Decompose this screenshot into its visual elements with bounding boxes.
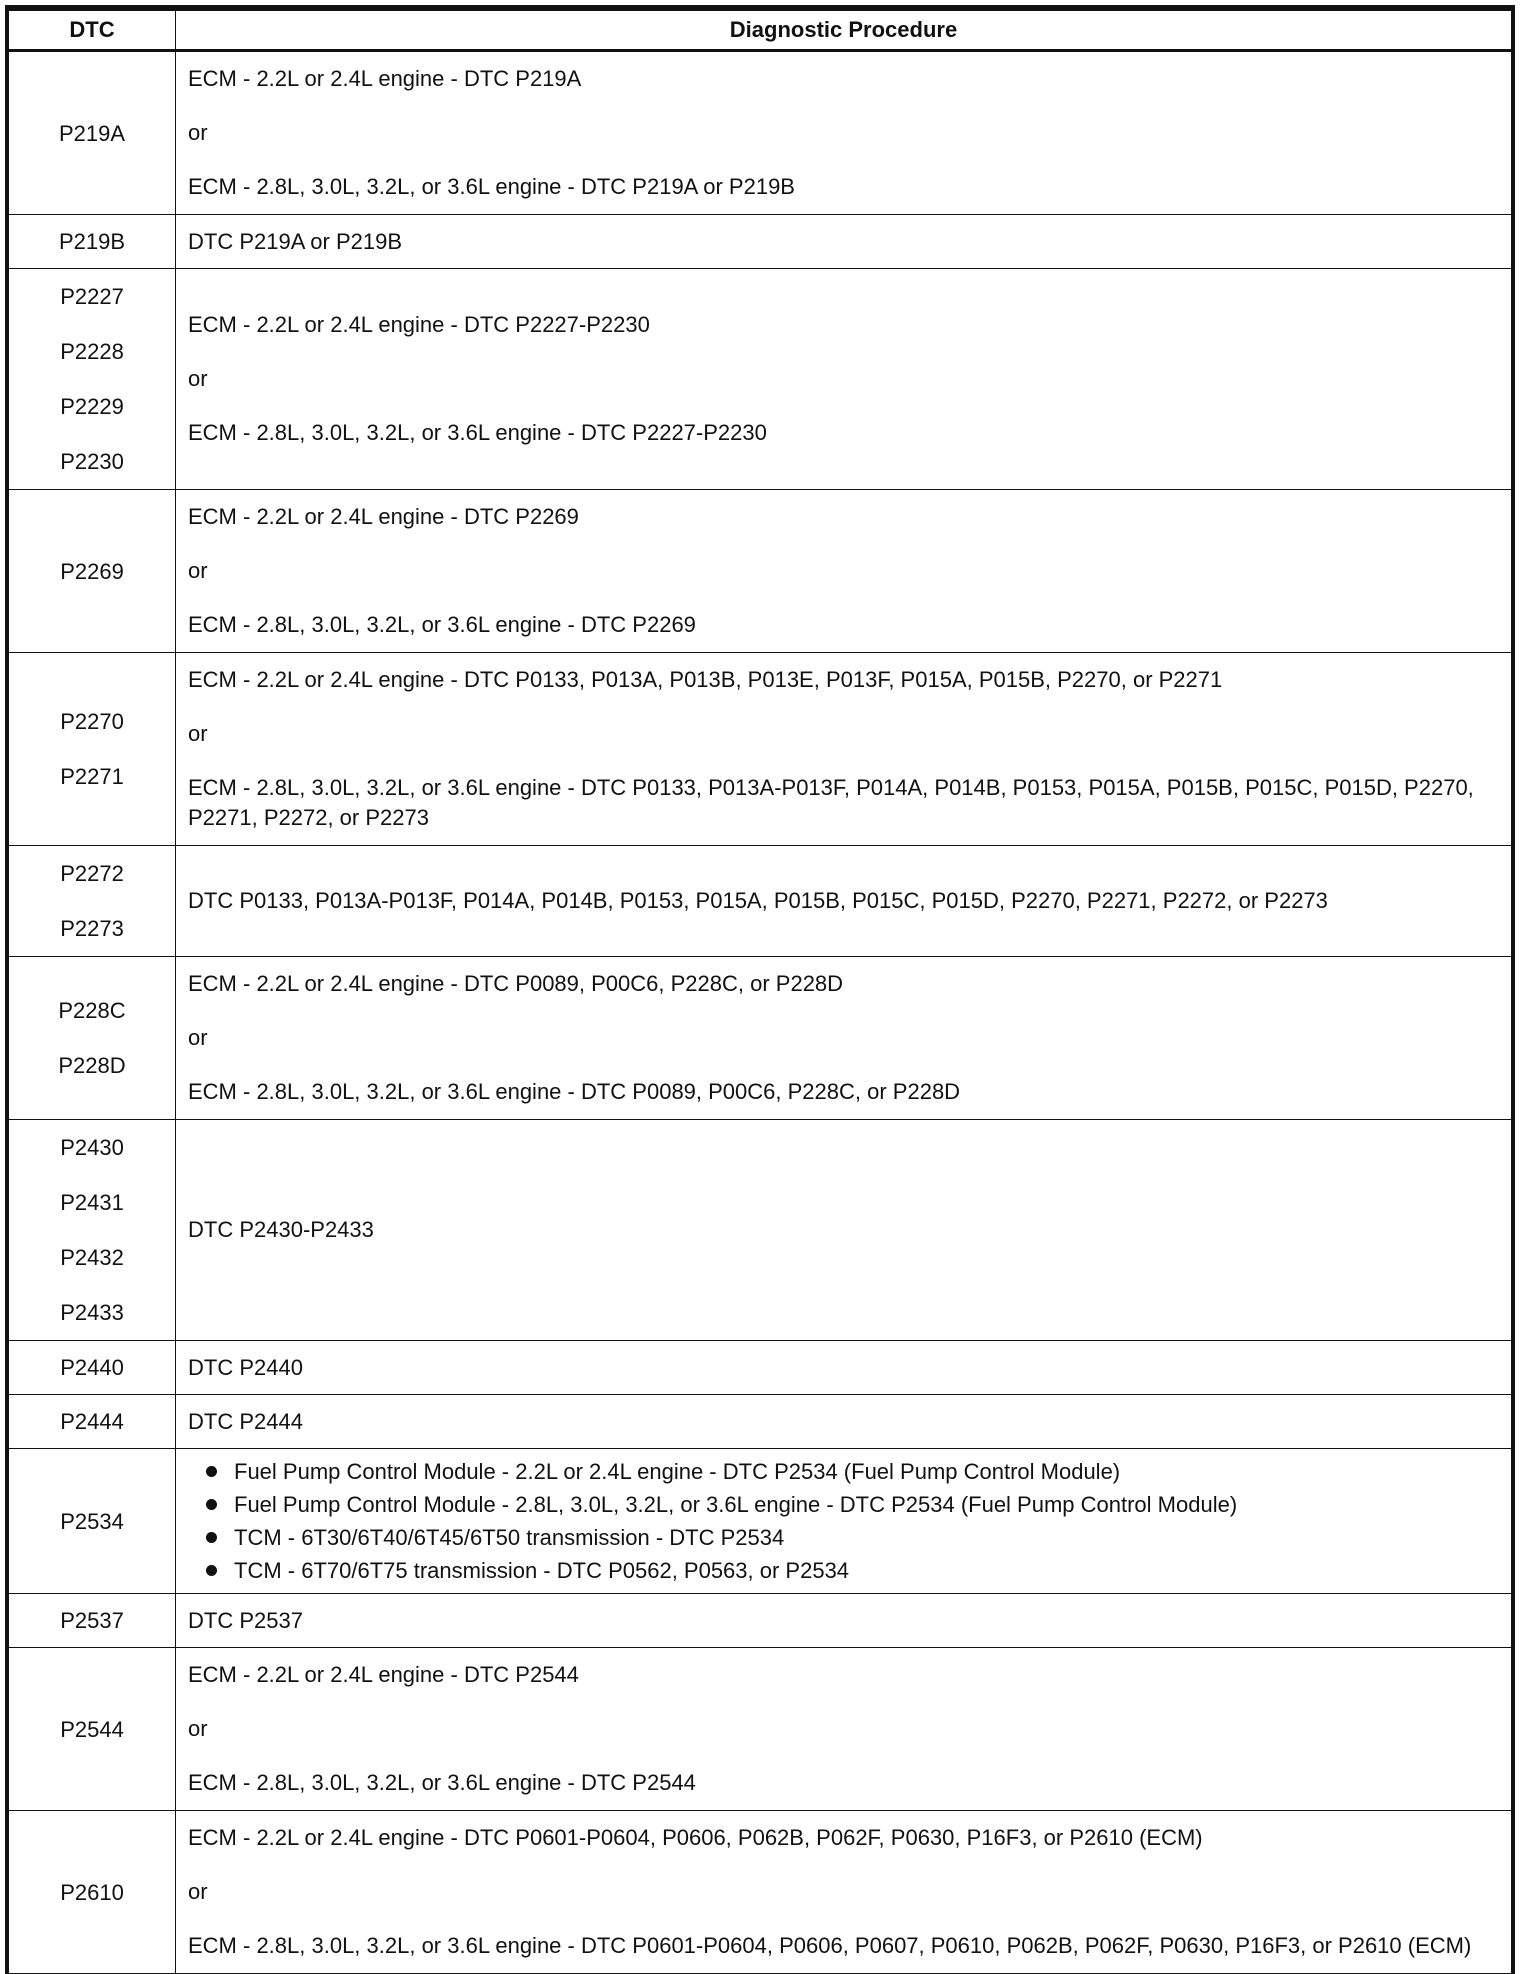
procedure-bullet-item [200,1554,1511,1587]
or-separator: or [188,120,208,145]
procedure-text: DTC P0133, P013A-P013F, P014A, P014B, P0153, P015A, P015B, P015C, P015D, P2270, P2271, P2272, or P2273 [188,888,1328,913]
bullet-icon [206,1565,217,1576]
dtc-cell [9,1395,176,1449]
dtc-cell [9,490,176,653]
dtc-cell [9,269,176,490]
or-separator: or [188,721,208,746]
table-row [9,1449,1512,1594]
procedure-bullet-list [182,1449,1511,1593]
dtc-cell [9,957,176,1120]
procedure-cell [176,1341,1512,1395]
dtc-cell [9,1120,176,1341]
dtc-code: P219A [58,120,126,146]
dtc-code: P2444 [60,1409,124,1434]
or-separator: or [188,366,208,391]
procedure-text: DTC P2440 [188,1355,303,1380]
or-separator: or [188,1716,208,1741]
table-row [9,1341,1512,1395]
dtc-cell [9,653,176,846]
or-separator: or [188,558,208,583]
table-row [9,51,1512,215]
table-row [9,957,1512,1120]
dtc-code: P2433 [60,1300,124,1325]
procedure-text: ECM - 2.2L or 2.4L engine - DTC P2269 [188,504,579,529]
procedure-text: ECM - 2.2L or 2.4L engine - DTC P0133, P013A, P013B, P013E, P013F, P015A, P015B, P2270, or P2271 [188,667,1223,692]
dtc-code: P2273 [60,916,124,941]
dtc-code: P2432 [60,1245,124,1270]
dtc-code: P2229 [60,394,124,419]
procedure-cell [176,1594,1512,1648]
procedure-cell [176,846,1512,957]
dtc-cell [9,1648,176,1811]
procedure-cell [176,653,1512,846]
dtc-code: P2537 [60,1608,124,1633]
procedure-bullet-item [200,1488,1511,1521]
or-separator: or [188,1879,208,1904]
procedure-bullet-text: TCM - 6T30/6T40/6T45/6T50 transmission - DTC P2534 [234,1525,785,1550]
table-row [9,1120,1512,1341]
dtc-table [8,8,1512,1974]
dtc-cell [9,51,176,215]
procedure-cell [176,51,1512,215]
procedure-text: ECM - 2.8L, 3.0L, 3.2L, or 3.6L engine - DTC P2269 [188,612,696,637]
dtc-code: P2269 [60,558,124,584]
dtc-code: P2227 [60,284,124,309]
procedure-cell [176,1395,1512,1449]
procedure-cell [176,1120,1512,1341]
dtc-cell [9,1811,176,1974]
table-row [9,1811,1512,1974]
table-row [9,1395,1512,1449]
table-row [9,269,1512,490]
procedure-text: DTC P2444 [188,1409,303,1434]
bullet-icon [206,1499,217,1510]
dtc-code: P228D [58,1053,126,1078]
procedure-text: ECM - 2.2L or 2.4L engine - DTC P0601-P0604, P0606, P062B, P062F, P0630, P16F3, or P2610 (ECM) [188,1825,1203,1850]
procedure-cell [176,957,1512,1120]
dtc-code: P2228 [60,339,124,364]
procedure-text: ECM - 2.2L or 2.4L engine - DTC P219A [188,66,582,91]
procedure-cell [176,269,1512,490]
procedure-bullet-item [200,1455,1511,1488]
procedure-cell [176,1811,1512,1974]
header-row [9,10,1512,51]
table-row [9,1648,1512,1811]
procedure-text: ECM - 2.8L, 3.0L, 3.2L, or 3.6L engine - DTC P0133, P013A-P013F, P014A, P014B, P0153, P015A, P015B, P015C, P015D, P2270, P2271, P2272, or P2273 [188,775,1474,830]
table-row [9,846,1512,957]
procedure-text: ECM - 2.8L, 3.0L, 3.2L, or 3.6L engine - DTC P0601-P0604, P0606, P0607, P0610, P062B, P062F, P0630, P16F3, or P2610 (ECM) [188,1933,1472,1958]
dtc-cell [9,1449,176,1594]
procedure-cell [176,215,1512,269]
dtc-code: P2271 [60,764,124,789]
dtc-column-header: DTC [9,10,176,51]
procedure-text: DTC P2537 [188,1608,303,1633]
procedure-cell [176,1449,1512,1594]
table-body [9,51,1512,1974]
dtc-code: P2610 [60,1879,124,1905]
procedure-text: ECM - 2.8L, 3.0L, 3.2L, or 3.6L engine - DTC P219A or P219B [188,174,795,199]
dtc-code: P2272 [60,861,124,886]
procedure-text: ECM - 2.8L, 3.0L, 3.2L, or 3.6L engine - DTC P2227-P2230 [188,420,767,445]
dtc-cell [9,1594,176,1648]
table-row [9,490,1512,653]
dtc-code: P2431 [60,1190,124,1215]
dtc-code: P228C [58,998,126,1023]
dtc-code: P219B [58,229,126,254]
procedure-bullet-text: Fuel Pump Control Module - 2.8L, 3.0L, 3.2L, or 3.6L engine - DTC P2534 (Fuel Pump Control Module) [234,1492,1238,1517]
dtc-code: P2440 [60,1355,124,1380]
table-row [9,215,1512,269]
dtc-code: P2230 [60,449,124,474]
procedure-text: ECM - 2.2L or 2.4L engine - DTC P0089, P00C6, P228C, or P228D [188,971,844,996]
table-row [9,1594,1512,1648]
procedure-bullet-text: Fuel Pump Control Module - 2.2L or 2.4L engine - DTC P2534 (Fuel Pump Control Module) [234,1459,1121,1484]
dtc-code: P2534 [60,1508,124,1534]
procedure-text: ECM - 2.8L, 3.0L, 3.2L, or 3.6L engine - DTC P0089, P00C6, P228C, or P228D [188,1079,961,1104]
dtc-cell [9,846,176,957]
dtc-cell [9,1341,176,1395]
dtc-code: P2544 [60,1716,124,1742]
bullet-icon [206,1532,217,1543]
or-separator: or [188,1025,208,1050]
procedure-text: ECM - 2.2L or 2.4L engine - DTC P2544 [188,1662,579,1687]
procedure-text: DTC P2430-P2433 [188,1217,374,1242]
procedure-text: ECM - 2.2L or 2.4L engine - DTC P2227-P2230 [188,312,650,337]
procedure-bullet-text: TCM - 6T70/6T75 transmission - DTC P0562, P0563, or P2534 [234,1558,850,1583]
procedure-cell [176,490,1512,653]
procedure-text: ECM - 2.8L, 3.0L, 3.2L, or 3.6L engine - DTC P2544 [188,1770,696,1795]
procedure-bullet-item [200,1521,1511,1554]
dtc-code: P2270 [60,709,124,734]
procedure-column-header: Diagnostic Procedure [176,10,1512,51]
dtc-code: P2430 [60,1135,124,1160]
table-row [9,653,1512,846]
bullet-icon [206,1466,217,1477]
procedure-cell [176,1648,1512,1811]
procedure-text: DTC P219A or P219B [188,229,403,254]
dtc-cell [9,215,176,269]
